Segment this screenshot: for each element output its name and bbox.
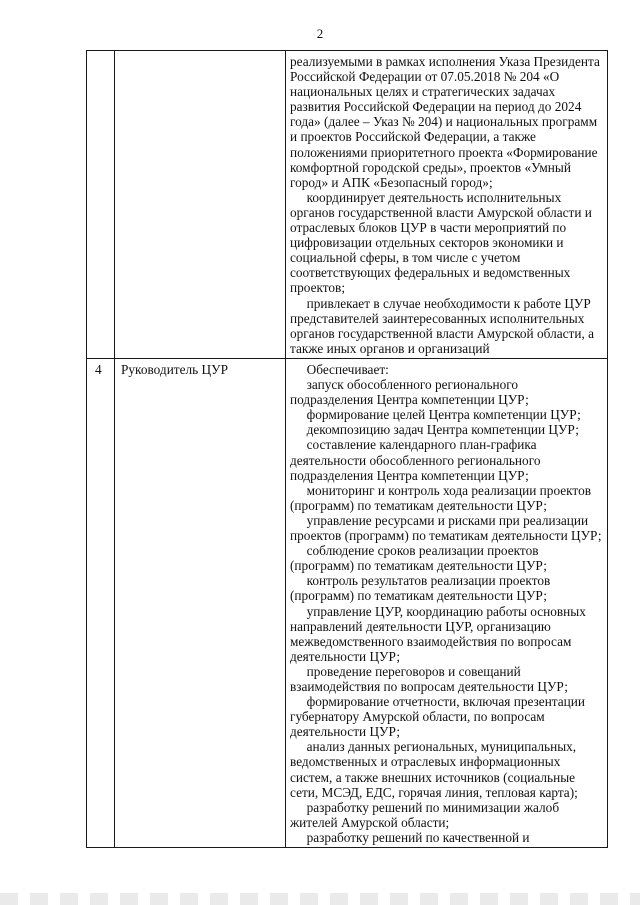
text-line: соблюдение сроков реализации проектов [290,543,539,559]
text-line: формирование целей Центра компетенции ЦУР; [290,407,581,423]
text-line: взаимодействия по вопросам деятельности ЦУР; [290,678,568,694]
text-line: мониторинг и контроль хода реализации проектов [290,482,591,498]
text-line: деятельности ЦУР; [290,724,401,740]
text-line: национальных целях и стратегических задачах [290,84,556,100]
table-row-4 [87,359,608,848]
text-line: проектов; [290,280,346,296]
responsibilities-table [86,50,608,848]
text-line: соответствующих федеральных и ведомственных [290,265,571,281]
text-line: подразделения Центра компетенции ЦУР; [290,392,529,408]
text-line: социальной сферы, в том числе с учетом [290,250,521,266]
text-line: органов государственной власти Амурской области, а [290,325,594,341]
scan-edge-artifact [0,893,640,905]
row-number-cell [87,51,115,359]
text-line: отраслевых блоков ЦУР в части мероприятий по [290,220,567,236]
text-line: Обеспечивает: [290,362,389,377]
text-line: (программ) по тематикам деятельности ЦУР; [290,558,547,574]
text-line: комфортной городской среды», проектов «Умный [290,159,571,175]
text-line: координирует деятельность исполнительных [290,189,562,205]
text-line: сети, МСЭД, ЕДС, горячая линия, тепловая карта); [290,784,578,800]
text-line: подразделения Центра компетенции ЦУР; [290,467,529,483]
text-line: декомпозицию задач Центра компетенции ЦУР; [290,422,579,438]
text-line: межведомственного взаимодействия по вопросам [290,633,572,649]
text-line: формирование отчетности, включая презентации [290,694,586,710]
text-line: органов государственной власти Амурской области и [290,204,592,220]
page-number: 2 [316,26,324,41]
text-line: (программ) по тематикам деятельности ЦУР; [290,588,547,604]
text-line: систем, а также внешних источников (социальные [290,769,576,785]
text-line: (программ) по тематикам деятельности ЦУР; [290,497,547,513]
text-line: губернатору Амурской области, по вопросам [290,709,545,725]
text-line: развития Российской Федерации на период до 2024 [290,99,582,115]
text-line: составление календарного план-графика [290,437,537,453]
text-line: проведение переговоров и совещаний [290,663,521,679]
row-number-cell: 4 [87,359,115,848]
duties-cell [286,359,608,848]
text-line: контроль результатов реализации проектов [290,573,551,589]
text-line: запуск обособленного регионального [290,377,519,393]
text-line: Российской Федерации от 07.05.2018 № 204 «О [290,69,560,85]
text-line: разработку решений по минимизации жалоб [290,799,560,815]
text-line: и проектов Российской Федерации, а также [290,129,536,145]
text-line: управление ЦУР, координацию работы основных [290,603,586,619]
text-line: деятельности обособленного регионального [290,452,541,468]
text-line: деятельности ЦУР; [290,648,401,664]
role-cell: Руководитель ЦУР [115,359,286,848]
table-row-continuation [87,51,608,359]
text-line: также иных органов и организаций [290,340,490,356]
text-line: проектов (программ) по тематикам деятельности ЦУР; [290,528,602,544]
text-line: разработку решений по качественной и [290,829,530,845]
text-line: реализуемыми в рамках исполнения Указа Президента [290,54,600,69]
text-line: положениями приоритетного проекта «Формирование [290,144,598,160]
text-line: привлекает в случае необходимости к работе ЦУР [290,295,591,311]
text-line: представителей заинтересованных исполнительных [290,310,585,326]
text-line: направлений деятельности ЦУР, организацию [290,618,551,634]
role-cell [115,51,286,359]
text-line: ведомственных и отраслевых информационных [290,754,561,770]
text-line: цифровизации отдельных секторов экономики и [290,235,564,251]
text-line: анализ данных региональных, муниципальных, [290,739,577,755]
text-line: город» и АПК «Безопасный город»; [290,174,493,190]
text-line: жителей Амурской области; [290,814,450,830]
text-line: года» (далее – Указ № 204) и национальных программ [290,114,598,130]
text-line: управление ресурсами и рисками при реализации [290,512,589,528]
duties-cell [286,51,608,359]
